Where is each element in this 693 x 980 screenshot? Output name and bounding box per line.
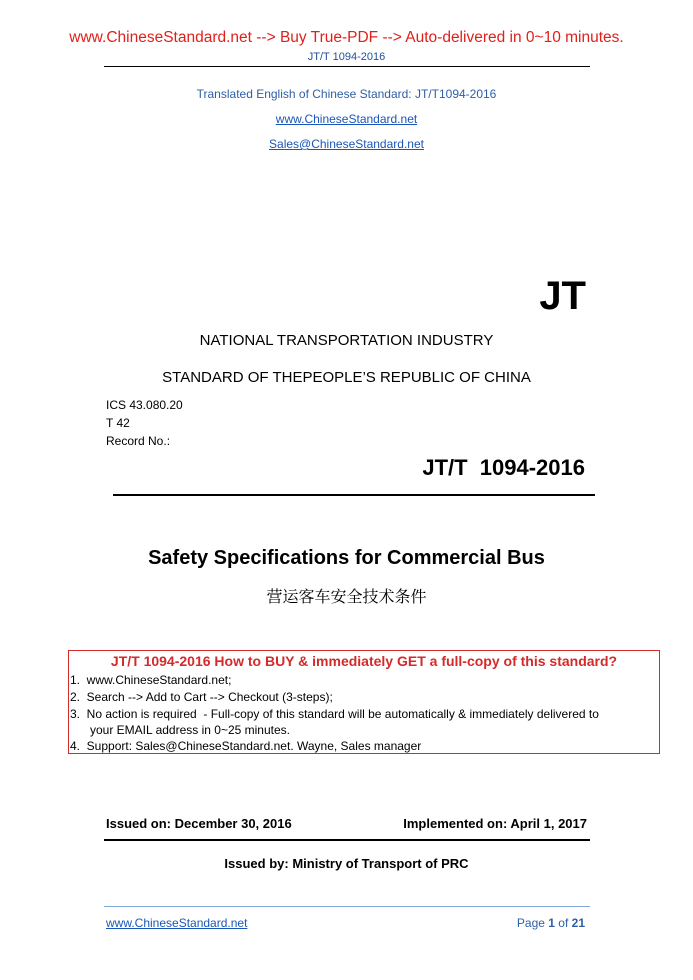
classification-code: T 42 [106, 416, 130, 430]
website-link[interactable]: www.ChineseStandard.net [275, 112, 418, 126]
buy-step-3: 3. No action is required - Full-copy of this standard will be automatically & immediately delivered to [70, 707, 599, 721]
page-indicator [517, 916, 585, 930]
buy-step-1: 1. www.ChineseStandard.net; [70, 673, 232, 687]
standard-number: JT/T 1094-2016 [422, 455, 585, 480]
document-title: Safety Specifications for Commercial Bus [148, 547, 545, 569]
translated-notice: Translated English of Chinese Standard: JT/T1094-2016 [196, 87, 497, 101]
buy-step-2: 2. Search --> Add to Cart --> Checkout (3-steps); [70, 690, 333, 704]
page-total: 21 [571, 916, 585, 930]
page-label: Page [516, 916, 549, 930]
header-divider [104, 66, 590, 67]
dates-divider [104, 839, 590, 841]
title-divider [113, 494, 595, 496]
sales-email-link[interactable]: Sales@ChineseStandard.net [269, 137, 424, 151]
industry-line-2: STANDARD OF THEPEOPLE’S REPUBLIC OF CHINA [162, 369, 531, 386]
standard-mark: JT [539, 274, 586, 318]
issued-date: Issued on: December 30, 2016 [106, 816, 292, 831]
implemented-date: Implemented on: April 1, 2017 [403, 816, 587, 831]
header-banner: www.ChineseStandard.net --> Buy True-PDF --> Auto-delivered in 0~10 minutes. [69, 29, 624, 46]
footer-divider [104, 906, 590, 907]
document-title-chinese: 营运客车安全技术条件 [266, 587, 427, 606]
header-code: JT/T 1094-2016 [307, 51, 386, 63]
footer-link[interactable]: www.ChineseStandard.net [106, 916, 248, 930]
buy-step-3-cont: your EMAIL address in 0~25 minutes. [70, 723, 290, 737]
buy-info-title: JT/T 1094-2016 How to BUY & immediately GET a full-copy of this standard? [110, 653, 618, 669]
page-current: 1 [548, 916, 555, 930]
issuer: Issued by: Ministry of Transport of PRC [224, 856, 469, 871]
page-of: of [554, 916, 572, 930]
industry-line-1: NATIONAL TRANSPORTATION INDUSTRY [199, 332, 494, 349]
buy-step-4: 4. Support: Sales@ChineseStandard.net. Wayne, Sales manager [70, 739, 422, 753]
record-number: Record No.: [106, 434, 171, 448]
ics-code: ICS 43.080.20 [106, 398, 183, 412]
